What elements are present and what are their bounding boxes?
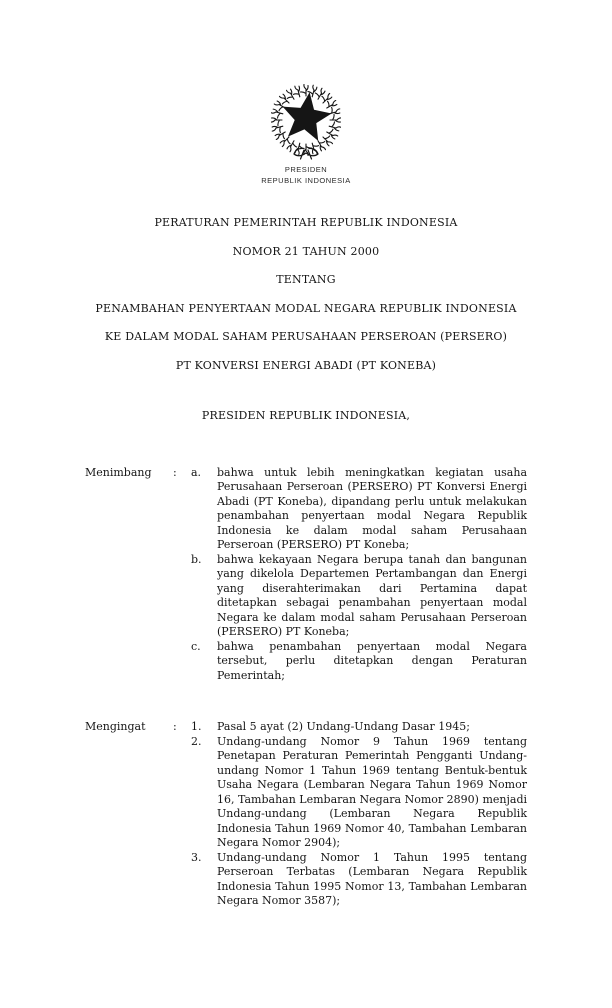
list-item (191, 640, 527, 684)
title-line-tentang: TENTANG (276, 273, 336, 286)
clauses-section (0, 466, 612, 909)
item-text: bahwa penambahan penyertaan modal Negara tersebut, perlu ditetapkan dengan Peraturan Pemerintah; (217, 639, 527, 682)
item-marker: 1. (191, 720, 202, 733)
item-marker: c. (191, 639, 201, 653)
clause-mengingat (85, 720, 527, 909)
clause-items (191, 466, 527, 684)
title-line-regulation: PERATURAN PEMERINTAH REPUBLIK INDONESIA (154, 216, 458, 229)
clause-label: Mengingat (85, 720, 146, 733)
item-marker: b. (191, 552, 202, 566)
seal-caption (0, 165, 612, 186)
item-text: Undang-undang Nomor 9 Tahun 1969 tentang Penetapan Peraturan Pemerintah Pengganti Undang-undang Nomor 1 Tahun 1969 tentang Bentuk-bentuk Usaha Negara (Lembaran Negara Tahun 1969 Nomor 16, Tambahan Lembaran Negara Nomor 2890) menjadi Undang-undang (Lembaran Negara Republik Indonesia Tahun 1969 Nomor 40, Tambahan Lembaran Negara Nomor 2904); (217, 734, 527, 849)
item-marker: 3. (191, 850, 202, 864)
item-text: Undang-undang Nomor 1 Tahun 1995 tentang Perseroan Terbatas (Lembaran Negara Republik Indonesia Tahun 1995 Nomor 13, Tambahan Lembaran Negara Nomor 3587); (217, 850, 527, 907)
item-marker: a. (191, 465, 202, 479)
list-item (191, 720, 527, 735)
seal-caption-line2: REPUBLIK INDONESIA (261, 175, 351, 185)
clause-items (191, 720, 527, 909)
document-header (0, 0, 612, 186)
list-item (191, 466, 527, 553)
item-marker: 2. (191, 734, 202, 748)
clause-colon: : (173, 720, 177, 733)
title-line-subject-1: PENAMBAHAN PENYERTAAN MODAL NEGARA REPUBLIK INDONESIA (95, 301, 517, 315)
list-item (191, 553, 527, 640)
item-text: bahwa kekayaan Negara berupa tanah dan bangunan yang dikelola Departemen Pertambangan dan Energi yang diserahterimakan dari Pertamina dapat ditetapkan sebagai penambahan penyertaan modal Negara ke dalam modal saham Perusahaan Perseroan (PERSERO) PT Koneba; (217, 552, 527, 638)
seal-caption-line1: PRESIDEN (284, 165, 328, 174)
regulation-title (0, 216, 612, 373)
clause-label: Menimbang (85, 465, 152, 479)
item-text: bahwa untuk lebih meningkatkan kegiatan usaha Perusahaan Perseroan (PERSERO) PT Konversi Energi Abadi (PT Koneba), dipandang perlu untuk melakukan penambahan penyertaan modal Negara Republik Indonesia ke dalam modal saham Perusahaan Perseroan (PERSERO) PT Koneba; (217, 465, 527, 551)
item-text: Pasal 5 ayat (2) Undang-Undang Dasar 1945; (217, 720, 470, 733)
clause-colon: : (173, 465, 177, 479)
preamble-line: PRESIDEN REPUBLIK INDONESIA, (201, 408, 411, 422)
star-wreath-seal-icon (271, 84, 341, 162)
list-item (191, 851, 527, 909)
title-line-subject-3: PT KONVERSI ENERGI ABADI (PT KONEBA) (175, 358, 437, 372)
presidential-seal (0, 84, 612, 162)
clause-menimbang (85, 466, 527, 684)
list-item (191, 735, 527, 851)
title-line-number: NOMOR 21 TAHUN 2000 (232, 244, 380, 258)
title-line-subject-2: KE DALAM MODAL SAHAM PERUSAHAAN PERSEROAN (PERSERO) (104, 330, 508, 343)
